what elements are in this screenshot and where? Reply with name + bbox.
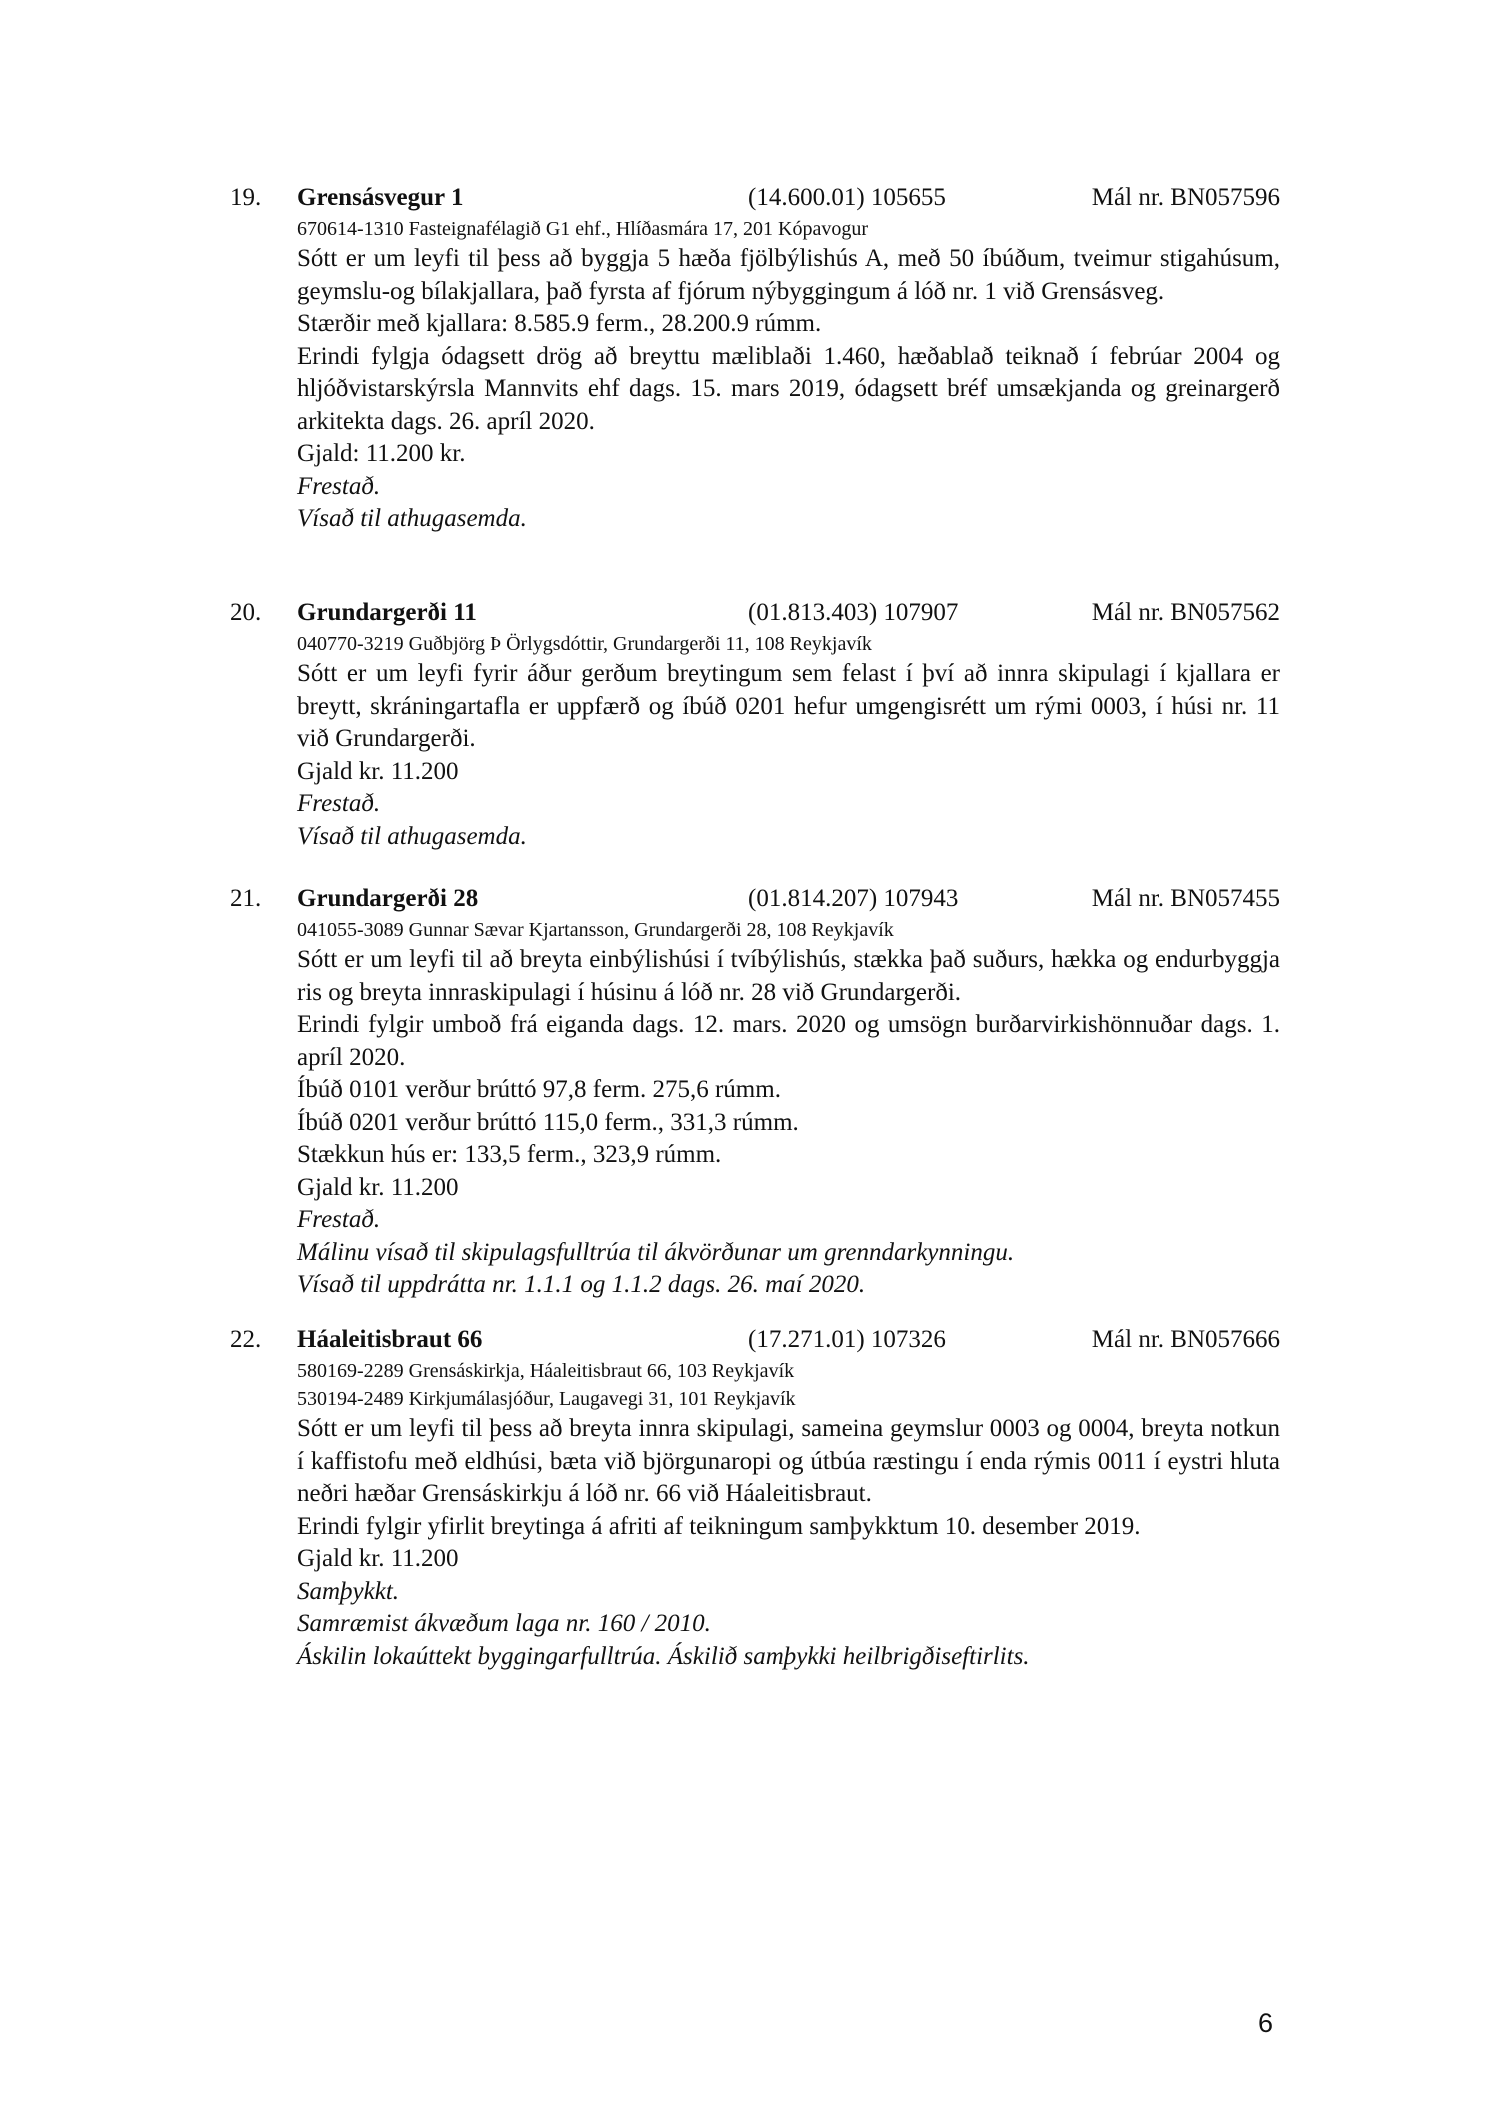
case-decision: Frestað.: [297, 1206, 381, 1233]
case-decision: Samræmist ákvæðum laga nr. 160 / 2010.: [297, 1610, 711, 1637]
case-item-22: [230, 1323, 1280, 1673]
case-header: [230, 882, 1280, 916]
applicant: 580169-2289 Grensáskirkja, Háaleitisbraut 66, 103 Reykjavík: [297, 1360, 795, 1382]
case-description: Sótt er um leyfi til að breyta einbýlishúsi í tvíbýlishús, stækka það suðurs, hækka og endurbyggja ris og breyta innraskipulagi í húsinu á lóð nr. 28 við Grundargerði.: [297, 946, 1280, 1006]
case-title: Grundargerði 28: [297, 885, 479, 912]
case-decision: Frestað.: [297, 472, 381, 500]
applicant: 040770-3219 Guðbjörg Þ Örlygsdóttir, Grundargerði 11, 108 Reykjavík: [297, 633, 872, 655]
case-reference: Mál nr. BN057562: [1091, 599, 1280, 626]
case-fee: Gjald kr. 11.200: [297, 1545, 459, 1572]
case-item-19: [230, 181, 1280, 536]
case-number: 21.: [230, 885, 262, 912]
case-header: [230, 1323, 1280, 1357]
case-detail: Stærðir með kjallara: 8.585.9 ferm., 28.200.9 rúmm.: [297, 310, 822, 337]
case-decision: Áskilin lokaúttekt byggingarfulltrúa. Áskilið samþykki heilbrigðiseftirlits.: [297, 1642, 1030, 1670]
case-decision: Vísað til athugasemda.: [297, 822, 527, 850]
case-decision: Vísað til athugasemda.: [297, 505, 527, 532]
case-title: Grundargerði 11: [297, 599, 477, 626]
property-code: (17.271.01) 107326: [748, 1326, 946, 1353]
case-number: 19.: [230, 184, 262, 211]
case-number: 20.: [230, 599, 262, 626]
case-attachments: Erindi fylgja ódagsett drög að breyttu mæliblaði 1.460, hæðablað teiknað í febrúar 2004 og hljóðvistarskýrsla Mannvits ehf dags. 15. mars 2019, ódagsett bréf umsækjanda og greinargerð arkitekta dags. 26. apríl 2020.: [297, 342, 1280, 435]
case-detail: Stækkun hús er: 133,5 ferm., 323,9 rúmm.: [297, 1141, 722, 1168]
case-title: Háaleitisbraut 66: [297, 1326, 483, 1353]
property-code: (14.600.01) 105655: [748, 184, 946, 211]
case-detail: Íbúð 0101 verður brúttó 97,8 ferm. 275,6 rúmm.: [297, 1076, 781, 1103]
case-header: [230, 181, 1280, 215]
case-header: [230, 596, 1280, 630]
case-decision: Málinu vísað til skipulagsfulltrúa til ákvörðunar um grenndarkynningu.: [297, 1238, 1015, 1266]
case-fee: Gjald: 11.200 kr.: [297, 440, 466, 467]
case-description: Sótt er um leyfi fyrir áður gerðum breytingum sem felast í því að innra skipulagi í kjallara er breytt, skráningartafla er uppfærð og íbúð 0201 hefur umgengisrétt um rými 0003, í húsi nr. 11 við Grundargerði.: [297, 660, 1280, 752]
case-description: Sótt er um leyfi til þess að breyta innra skipulagi, sameina geymslur 0003 og 0004, breyta notkun í kaffistofu með eldhúsi, bæta við björgunaropi og útbúa ræstingu í enda rýmis 0011 í eystri hluta neðri hæðar Grensáskirkju á lóð nr. 66 við Háaleitisbraut.: [297, 1415, 1280, 1507]
case-reference: Mál nr. BN057455: [1091, 885, 1280, 912]
case-decision: Vísað til uppdrátta nr. 1.1.1 og 1.1.2 dags. 26. maí 2020.: [297, 1271, 866, 1298]
applicant: 530194-2489 Kirkjumálasjóður, Laugavegi 31, 101 Reykjavík: [297, 1388, 796, 1410]
page-number: 6: [1258, 2008, 1274, 2038]
applicant: 041055-3089 Gunnar Sævar Kjartansson, Grundargerði 28, 108 Reykjavík: [297, 919, 894, 941]
property-code: (01.813.403) 107907: [748, 599, 959, 626]
case-item-21: [230, 882, 1280, 1302]
case-reference: Mál nr. BN057596: [1091, 184, 1280, 211]
case-decision: Frestað.: [297, 790, 381, 817]
case-body: [297, 215, 1280, 536]
case-title: Grensásvegur 1: [297, 184, 464, 211]
case-body: [297, 1357, 1280, 1673]
case-body: [297, 630, 1280, 853]
property-code: (01.814.207) 107943: [748, 885, 959, 912]
applicant: 670614-1310 Fasteignafélagið G1 ehf., Hlíðasmára 17, 201 Kópavogur: [297, 218, 868, 240]
case-attachments: Erindi fylgir umboð frá eiganda dags. 12. mars. 2020 og umsögn burðarvirkishönnuðar dags. 1. apríl 2020.: [297, 1011, 1280, 1071]
case-fee: Gjald kr. 11.200: [297, 757, 459, 785]
case-fee: Gjald kr. 11.200: [297, 1173, 459, 1201]
case-reference: Mál nr. BN057666: [1091, 1326, 1280, 1353]
case-number: 22.: [230, 1326, 262, 1353]
case-description: Sótt er um leyfi til þess að byggja 5 hæða fjölbýlishús A, með 50 íbúðum, tveimur stigahúsum, geymslu-og bílakjallara, það fyrsta af fjórum nýbyggingum á lóð nr. 1 við Grensásveg.: [297, 245, 1280, 305]
case-attachments: Erindi fylgir yfirlit breytinga á afriti af teikningum samþykktum 10. desember 2019.: [297, 1512, 1141, 1540]
case-decision: Samþykkt.: [297, 1577, 400, 1605]
case-detail: Íbúð 0201 verður brúttó 115,0 ferm., 331,3 rúmm.: [297, 1108, 799, 1136]
case-item-20: [230, 596, 1280, 853]
case-body: [297, 916, 1280, 1302]
